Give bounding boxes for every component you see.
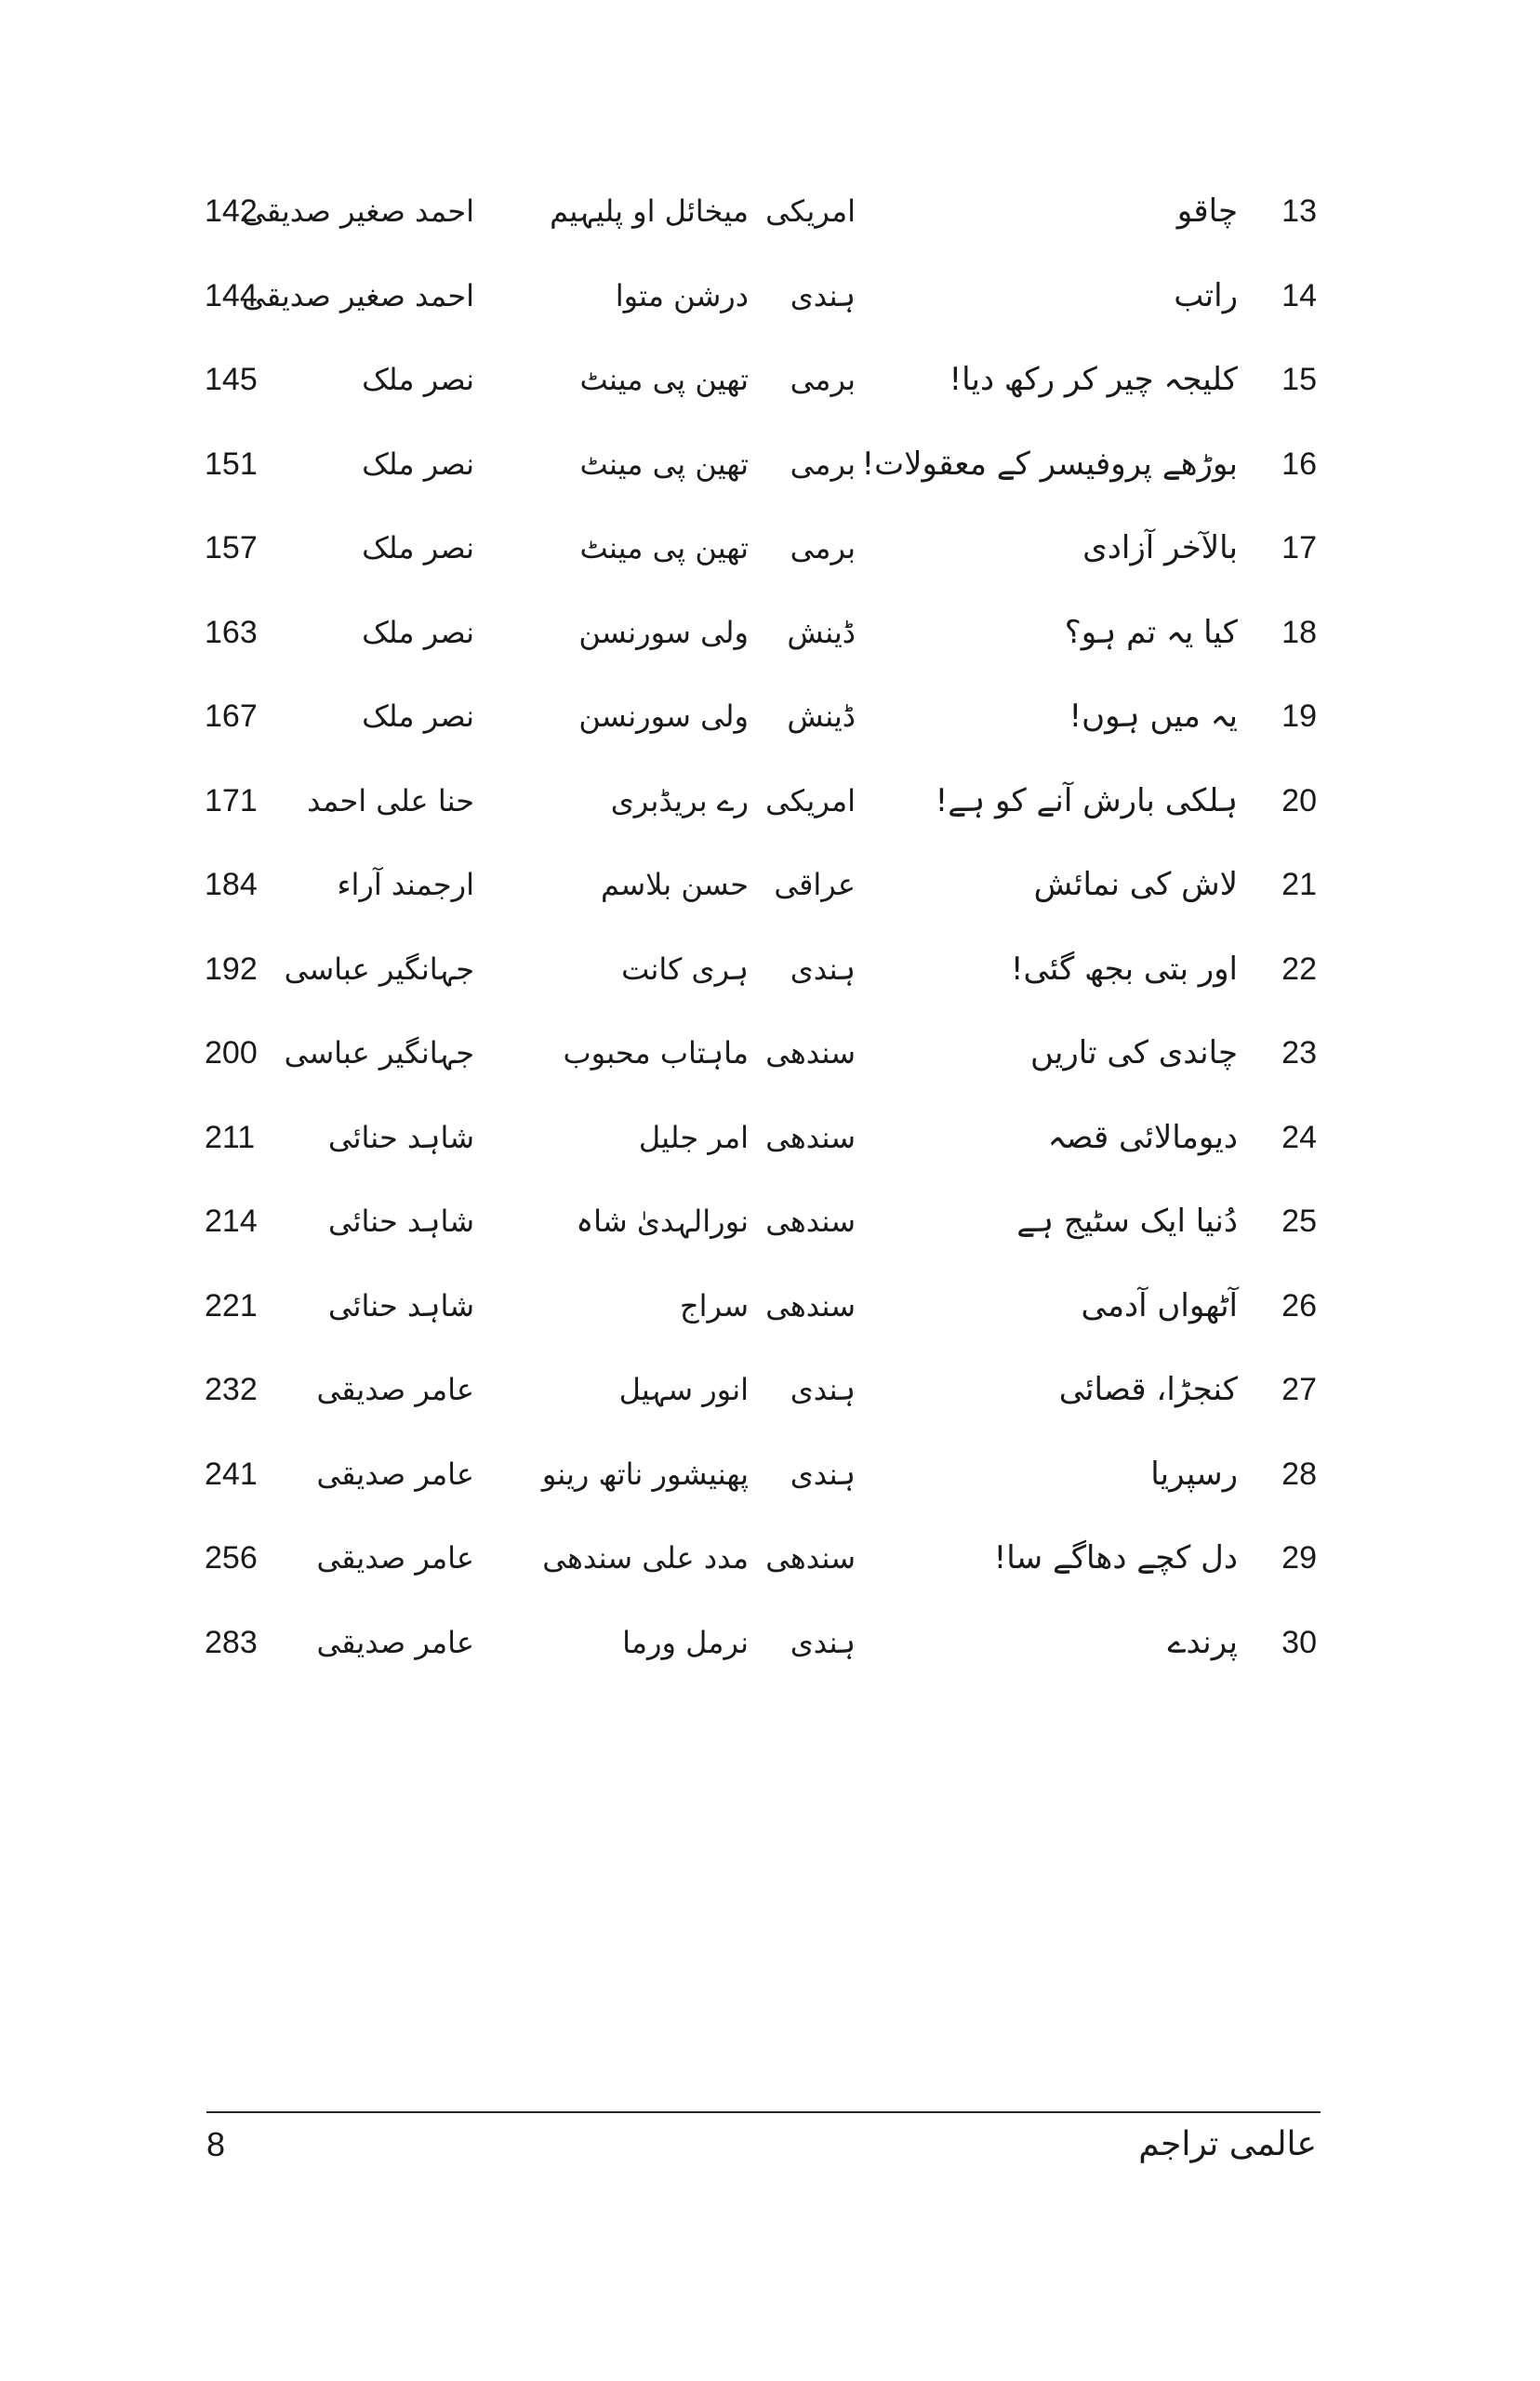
entry-translator: جہانگیر عباسی <box>284 951 474 987</box>
entry-page: 163 <box>205 615 258 650</box>
entry-language: سندھی <box>765 1120 856 1155</box>
entry-title: دیومالائی قصہ <box>1047 1119 1238 1156</box>
footer-page-number: 8 <box>206 2125 226 2163</box>
entry-number: 26 <box>1281 1288 1317 1324</box>
entry-author: ہری کانت <box>621 951 749 987</box>
entry-number: 23 <box>1281 1035 1317 1071</box>
entry-number: 22 <box>1281 951 1317 987</box>
entry-page: 221 <box>205 1288 258 1324</box>
entry-author: نرمل ورما <box>622 1625 749 1660</box>
entry-title: دل کچے دھاگے سا! <box>993 1539 1238 1576</box>
entry-language: ہندی <box>790 1457 856 1492</box>
entry-language: ہندی <box>790 1372 856 1407</box>
entry-translator: نصر ملک <box>362 446 474 482</box>
entry-page: 200 <box>205 1035 258 1071</box>
entry-author: تھین پی مینٹ <box>579 446 749 482</box>
entry-author: ماہتاب محبوب <box>563 1035 749 1071</box>
entry-language: عراقی <box>774 867 856 902</box>
entry-page: 142 <box>205 193 258 229</box>
entry-number: 13 <box>1281 193 1317 229</box>
toc-row <box>0 432 1540 497</box>
entry-title: اور بتی بجھ گئی! <box>1010 951 1238 988</box>
entry-page: 214 <box>205 1204 258 1239</box>
entry-author: رے بریڈبری <box>610 783 749 818</box>
entry-language: ڈینش <box>787 615 856 650</box>
entry-language: برمی <box>790 362 856 397</box>
entry-page: 157 <box>205 530 258 565</box>
toc-row <box>0 515 1540 580</box>
entry-language: ہندی <box>790 278 856 313</box>
entry-language: برمی <box>790 530 856 565</box>
entry-author: پھنیشور ناتھ رینو <box>541 1457 749 1492</box>
entry-translator: شاہد حنائی <box>327 1288 474 1324</box>
toc-row <box>0 1273 1540 1338</box>
entry-language: سندھی <box>765 1035 856 1071</box>
toc-row <box>0 768 1540 833</box>
entry-number: 14 <box>1281 278 1317 313</box>
toc-row <box>0 1357 1540 1422</box>
entry-translator: عامر صدیقی <box>316 1540 474 1576</box>
entry-title: آٹھواں آدمی <box>1081 1287 1238 1324</box>
entry-page: 232 <box>205 1372 258 1407</box>
entry-translator: احمد صغیر صدیقی <box>242 278 474 313</box>
entry-number: 25 <box>1281 1204 1317 1239</box>
entry-translator: عامر صدیقی <box>316 1372 474 1407</box>
toc-row <box>0 347 1540 412</box>
entry-title: راتب <box>1174 277 1238 314</box>
entry-title: بالآخر آزادی <box>1082 529 1238 566</box>
toc-row <box>0 1020 1540 1085</box>
entry-translator: ارجمند آراء <box>337 867 474 902</box>
entry-title: چاقو <box>1176 193 1238 230</box>
entry-author: ولی سورنسن <box>578 698 749 734</box>
entry-author: درشن متوا <box>615 278 749 313</box>
toc-row <box>0 263 1540 328</box>
entry-language: برمی <box>790 446 856 482</box>
toc-row <box>0 684 1540 749</box>
entry-author: انور سہیل <box>618 1372 749 1407</box>
entry-translator: نصر ملک <box>362 698 474 734</box>
entry-title: دُنیا ایک سٹیج ہے <box>1016 1203 1238 1240</box>
entry-language: ہندی <box>790 1625 856 1660</box>
entry-page: 184 <box>205 867 258 902</box>
entry-language: ہندی <box>790 951 856 987</box>
entry-language: سندھی <box>765 1204 856 1239</box>
entry-translator: نصر ملک <box>362 615 474 650</box>
entry-language: امریکی <box>765 783 856 818</box>
entry-number: 16 <box>1281 446 1317 482</box>
entry-number: 24 <box>1281 1120 1317 1155</box>
toc-row <box>0 1610 1540 1675</box>
entry-page: 167 <box>205 698 258 734</box>
entry-translator: احمد صغیر صدیقی <box>242 193 474 229</box>
entry-title: ہلکی بارش آنے کو ہے! <box>935 782 1238 819</box>
entry-translator: عامر صدیقی <box>316 1457 474 1492</box>
entry-translator: جہانگیر عباسی <box>284 1035 474 1071</box>
entry-page: 151 <box>205 446 258 482</box>
entry-author: میخائل او پلیہیم <box>550 193 749 229</box>
entry-author: سراج <box>679 1288 749 1324</box>
toc-row <box>0 1189 1540 1254</box>
entry-page: 145 <box>205 362 258 397</box>
toc-row <box>0 1442 1540 1507</box>
entry-number: 29 <box>1281 1540 1317 1576</box>
entry-translator: شاہد حنائی <box>327 1120 474 1155</box>
toc-row <box>0 179 1540 244</box>
entry-language: امریکی <box>765 193 856 229</box>
entry-translator: حنا علی احمد <box>307 783 474 818</box>
entry-title: کیا یہ تم ہو؟ <box>1064 614 1238 651</box>
entry-title: بوڑھے پروفیسر کے معقولات! <box>861 446 1238 483</box>
entry-author: تھین پی مینٹ <box>579 362 749 397</box>
footer-divider <box>206 2111 1321 2113</box>
entry-number: 30 <box>1281 1625 1317 1660</box>
entry-translator: عامر صدیقی <box>316 1625 474 1660</box>
entry-title: لاش کی نمائش <box>1033 866 1238 903</box>
entry-number: 17 <box>1281 530 1317 565</box>
entry-author: ولی سورنسن <box>578 615 749 650</box>
entry-language: سندھی <box>765 1540 856 1576</box>
entry-number: 20 <box>1281 783 1317 818</box>
entry-translator: شاہد حنائی <box>327 1204 474 1239</box>
entry-page: 192 <box>205 951 258 987</box>
entry-title: کلیجہ چیر کر رکھ دیا! <box>949 361 1238 398</box>
entry-number: 28 <box>1281 1457 1317 1492</box>
entry-number: 19 <box>1281 698 1317 734</box>
entry-number: 18 <box>1281 615 1317 650</box>
entry-author: امر جلیل <box>638 1120 749 1155</box>
entry-title: پرندے <box>1167 1624 1238 1661</box>
entry-page: 144 <box>205 278 258 313</box>
toc-row <box>0 1105 1540 1170</box>
entry-language: ڈینش <box>787 698 856 734</box>
entry-title: کنجڑا، قصائی <box>1058 1371 1238 1408</box>
entry-translator: نصر ملک <box>362 362 474 397</box>
toc-row <box>0 600 1540 665</box>
entry-translator: نصر ملک <box>362 530 474 565</box>
entry-author: نورالہدیٰ شاہ <box>576 1204 749 1239</box>
toc-row <box>0 1525 1540 1590</box>
entry-page: 256 <box>205 1540 258 1576</box>
toc-row <box>0 852 1540 917</box>
entry-author: تھین پی مینٹ <box>579 530 749 565</box>
entry-title: رسپریا <box>1150 1456 1238 1493</box>
entry-page: 211 <box>205 1120 256 1155</box>
entry-number: 15 <box>1281 362 1317 397</box>
entry-author: مدد علی سندھی <box>542 1540 749 1576</box>
entry-number: 21 <box>1281 867 1317 902</box>
entry-title: چاندی کی تاریں <box>1029 1034 1238 1071</box>
entry-page: 283 <box>205 1625 258 1660</box>
entry-author: حسن بلاسم <box>601 867 749 902</box>
entry-title: یہ میں ہوں! <box>1069 698 1238 735</box>
entry-page: 171 <box>205 783 258 818</box>
footer-book-title: عالمی تراجم <box>1138 2125 1317 2163</box>
toc-row <box>0 937 1540 1002</box>
entry-page: 241 <box>205 1457 258 1492</box>
entry-number: 27 <box>1281 1372 1317 1407</box>
entry-language: سندھی <box>765 1288 856 1324</box>
